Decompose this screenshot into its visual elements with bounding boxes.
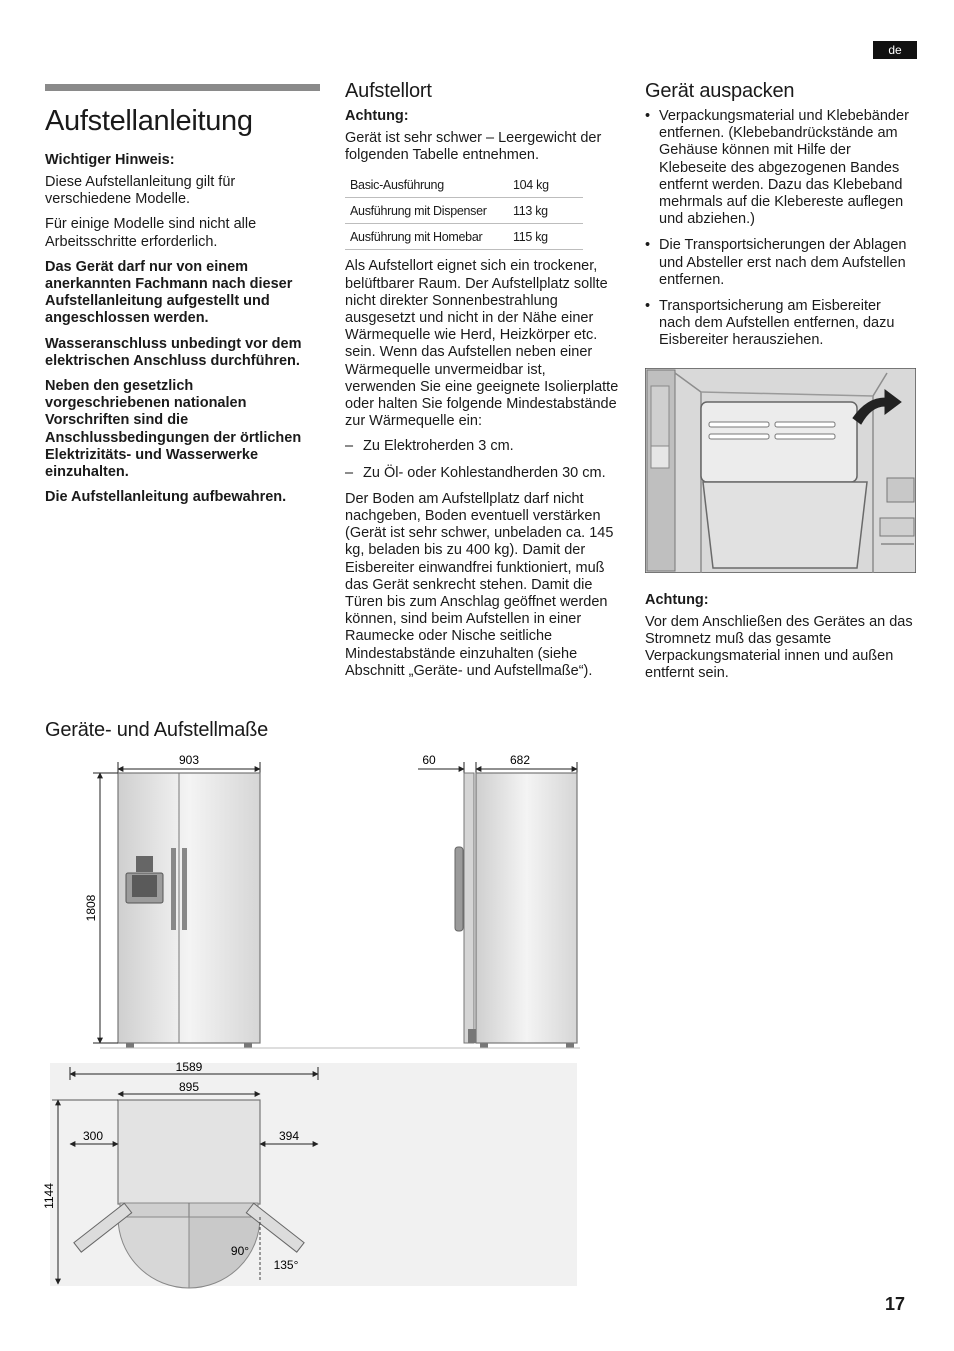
- location-column: [345, 80, 620, 688]
- angle-90: 90°: [230, 1244, 250, 1258]
- weight-cell: 113 kg: [508, 198, 583, 224]
- dimensions-heading: Geräte- und Aufstellmaße: [45, 719, 269, 741]
- ice-maker-illustration: [645, 368, 916, 573]
- language-badge: de: [873, 41, 917, 59]
- dim-gap: 60: [422, 753, 436, 767]
- section-rule: [45, 84, 320, 91]
- dim-depth-side: 682: [509, 753, 531, 767]
- weight-cell: 104 kg: [508, 172, 583, 198]
- list-item: [645, 108, 915, 228]
- list-item-text: Transportsicherung am Eisbereiter nach dem Aufstellen entfernen, dazu Eisbereiter herausziehen.: [659, 298, 895, 349]
- unpacking-caution-text: Vor dem Anschließen des Gerätes an das Stromnetz muß das gesamte Verpackungsmaterial innen und außen entfernt sein.: [645, 613, 913, 682]
- bullet-marker: •: [645, 108, 651, 124]
- list-item: [645, 237, 915, 289]
- side-view: [418, 753, 577, 1048]
- dim-width-front: 903: [178, 753, 200, 767]
- location-caution-label: Achtung:: [345, 108, 409, 124]
- dim-height: 1808: [84, 894, 98, 922]
- installation-column: [45, 84, 320, 514]
- dim-clearance-right: 394: [278, 1129, 300, 1143]
- distance-list: [345, 438, 620, 481]
- bullet-marker: •: [645, 237, 651, 254]
- front-view: [84, 753, 260, 1048]
- dim-total-width: 1589: [175, 1060, 203, 1074]
- list-item-text: Zu Öl- oder Kohlestandherden 30 cm.: [363, 464, 606, 481]
- page-title: Aufstellanleitung: [45, 105, 253, 137]
- weight-intro: Gerät ist sehr schwer – Leergewicht der folgenden Tabelle entnehmen.: [345, 130, 602, 164]
- dim-depth-open: 1144: [42, 1183, 56, 1209]
- angle-135: 135°: [273, 1258, 299, 1272]
- weight-table: [345, 172, 583, 250]
- dash-marker: –: [345, 438, 354, 455]
- top-view: [42, 1060, 577, 1288]
- warning-water-first: Wasseranschluss unbedingt vor dem elektrischen Anschluss durchführen.: [45, 335, 302, 369]
- location-paragraph: Als Aufstellort eignet sich ein trockener, belüftbarer Raum. Der Aufstellplatz sollte nicht direkter Sonnenbestrahlung ausgesetzt und nicht in der Nähe einer Wärmequelle wie Herd, Heizkörper etc. sein. Wenn das Aufstellen neben einer Wärmequelle unvermeidbar ist, verwenden Sie eine geeignete Isolierplatte oder halten Sie folgende Mindestabstände zur Wärmequelle ein:: [345, 258, 619, 430]
- dimensions-drawing: [40, 748, 600, 1293]
- table-row: [345, 198, 583, 224]
- list-item-text: Die Transportsicherungen der Ablagen und Absteller erst nach dem Aufstellen entfernen.: [659, 237, 907, 288]
- table-row: [345, 224, 583, 250]
- list-item: [345, 438, 620, 455]
- unpacking-caution-label: Achtung:: [645, 591, 709, 608]
- location-heading: Aufstellort: [345, 80, 432, 102]
- warning-specialist: Das Gerät darf nur von einem anerkannten Fachmann nach dieser Aufstellanleitung aufgestellt und angeschlossen werden.: [45, 258, 293, 327]
- dim-clearance-left: 300: [82, 1129, 104, 1143]
- dash-marker: –: [345, 464, 354, 481]
- dim-width-top: 895: [178, 1080, 200, 1094]
- list-item: [345, 465, 620, 482]
- model-cell: Ausführung mit Homebar: [345, 224, 508, 250]
- unpacking-column: [645, 80, 915, 690]
- floor-paragraph: Der Boden am Aufstellplatz darf nicht nachgeben, Boden eventuell verstärken (Gerät ist sehr schwer, unbeladen ca. 145 kg, beladen bis zu 400 kg). Damit der Eisbereiter einwandfrei funktioniert, muß das Gerät senkrecht stehen. Damit die Türen bis zum Anschlag geöffnet werden können, sind beim Aufstellen in einer Raumecke oder Nische seitliche Mindestabstände einzuhalten (siehe Abschnitt „Geräte- und Aufstellmaße“).: [345, 490, 614, 679]
- list-item-text: Zu Elektroherden 3 cm.: [363, 438, 514, 455]
- warning-keep-manual: Die Aufstellanleitung aufbewahren.: [45, 489, 287, 506]
- intro-paragraph-2: Für einige Modelle sind nicht alle Arbeitsschritte erforderlich.: [45, 216, 257, 250]
- table-row: [345, 172, 583, 198]
- bullet-marker: •: [645, 298, 651, 315]
- warning-regulations: Neben den gesetzlich vorgeschriebenen nationalen Vorschriften sind die Anschlussbedingungen der örtlichen Elektrizitäts- und Wasserwerke einzuhalten.: [45, 378, 302, 481]
- page-number: 17: [885, 1294, 906, 1314]
- list-item: [645, 298, 915, 350]
- model-cell: Ausführung mit Dispenser: [345, 198, 508, 224]
- weight-cell: 115 kg: [508, 224, 583, 250]
- model-cell: Basic-Ausführung: [345, 172, 508, 198]
- list-item-text: Verpackungsmaterial und Klebebänder entfernen. (Klebebandrückstände am Gehäuse können mit Hilfe der Klebeseite des abgezogenen Bandes entfernt werden. Dazu das Klebeband mehrmals auf die Klebereste auflegen und abziehen.): [659, 108, 909, 228]
- unpacking-heading: Gerät auspacken: [645, 80, 795, 102]
- unpacking-list: [645, 108, 915, 350]
- intro-paragraph-1: Diese Aufstellanleitung gilt für verschiedene Modelle.: [45, 174, 236, 208]
- important-label: Wichtiger Hinweis:: [45, 152, 175, 168]
